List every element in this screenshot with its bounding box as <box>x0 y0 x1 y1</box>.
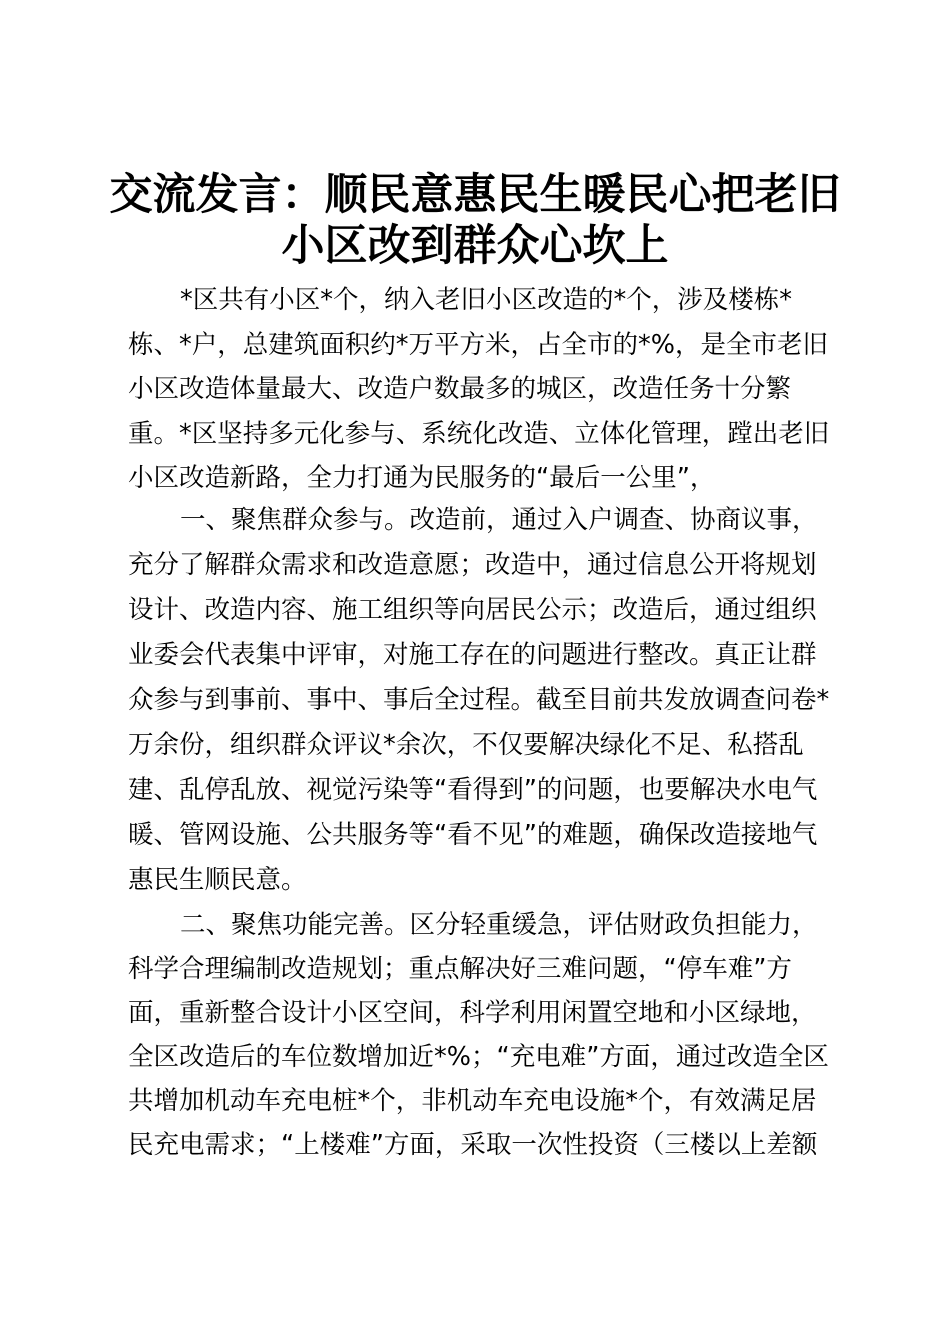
text-line: 建、乱停乱放、视觉污染等“看得到”的问题，也要解决水电气 <box>128 775 818 805</box>
title-line: 交流发言：顺民意惠民生暖民心把老旧 <box>109 170 841 220</box>
text-line: 充分了解群众需求和改造意愿；改造中，通过信息公开将规划 <box>128 550 817 580</box>
text-line: 小区改造新路，全力打通为民服务的“最后一公里”， <box>128 463 716 493</box>
text-line: 全区改造后的车位数增加近*%；“充电难”方面，通过改造全区 <box>128 1042 829 1072</box>
text-line: 业委会代表集中评审，对施工存在的问题进行整改。真正让群 <box>128 640 817 670</box>
text-line: 设计、改造内容、施工组织等向居民公示；改造后，通过组织 <box>128 595 817 625</box>
text-line: 万余份，组织群众评议*余次，不仅要解决绿化不足、私搭乱 <box>128 730 804 760</box>
text-line: 一、聚焦群众参与。改造前，通过入户调查、协商议事， <box>180 505 818 535</box>
text-line: 栋、*户，总建筑面积约*万平方米，占全市的*%，是全市老旧 <box>128 329 828 360</box>
text-line: 面，重新整合设计小区空间，科学利用闲置空地和小区绿地， <box>128 998 817 1028</box>
text-line: 小区改造体量最大、改造户数最多的城区，改造任务十分繁 <box>128 374 792 404</box>
text-line: 科学合理编制改造规划；重点解决好三难问题，“停车难”方 <box>128 954 792 984</box>
text-line: 众参与到事前、事中、事后全过程。截至目前共发放调查问卷* <box>128 685 830 715</box>
text-line: 惠民生顺民意。 <box>128 865 307 895</box>
text-line: *区共有小区*个，纳入老旧小区改造的*个，涉及楼栋* <box>180 285 793 315</box>
text-line: 重。*区坚持多元化参与、系统化改造、立体化管理，蹚出老旧 <box>128 418 830 449</box>
text-line: 共增加机动车充电桩*个，非机动车充电设施*个，有效满足居 <box>128 1086 817 1116</box>
title-line: 小区改到群众心坎上 <box>281 221 669 271</box>
text-line: 二、聚焦功能完善。区分轻重缓急，评估财政负担能力， <box>180 910 818 940</box>
text-line: 民充电需求；“上楼难”方面，采取一次性投资（三楼以上差额 <box>128 1130 818 1160</box>
text-line: 暖、管网设施、公共服务等“看不见”的难题，确保改造接地气 <box>128 820 818 850</box>
